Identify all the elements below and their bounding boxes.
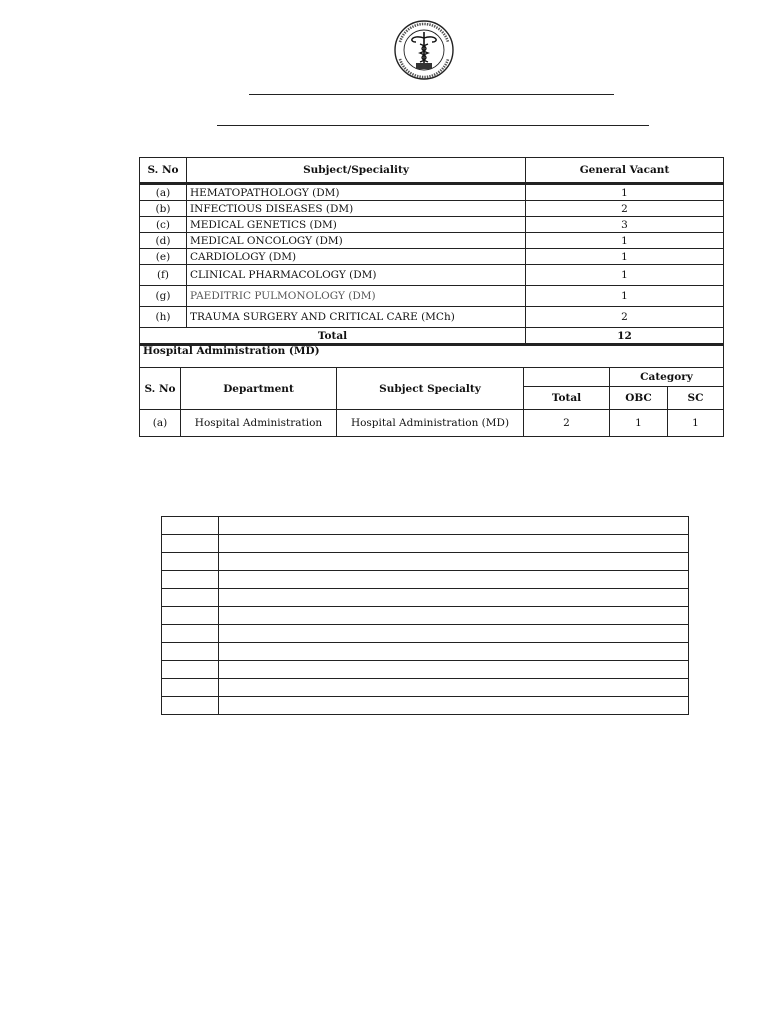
empty-row — [162, 643, 689, 661]
row-department: Hospital Administration — [181, 410, 337, 437]
empty-cell — [219, 607, 689, 625]
header-total: Total — [524, 387, 610, 410]
empty-row — [162, 589, 689, 607]
row-subject: TRAUMA SURGERY AND CRITICAL CARE (MCh) — [187, 307, 526, 328]
header-subject-specialty: Subject Specialty — [337, 368, 524, 410]
empty-cell — [219, 517, 689, 535]
table-row — [140, 286, 724, 307]
empty-table — [161, 516, 689, 715]
total-row — [140, 328, 724, 345]
title-line-2 — [217, 125, 649, 126]
section-title: Hospital Administration (MD) — [140, 345, 724, 368]
total-label: Total — [140, 328, 526, 345]
empty-cell — [162, 571, 219, 589]
empty-cell — [219, 679, 689, 697]
empty-cell — [162, 625, 219, 643]
row-sno: (c) — [140, 217, 187, 233]
row-vacant: 1 — [526, 249, 724, 265]
empty-cell — [219, 571, 689, 589]
row-total: 2 — [524, 410, 610, 437]
table-row — [140, 265, 724, 286]
empty-row — [162, 553, 689, 571]
row-sno: (f) — [140, 265, 187, 286]
header-sno: S. No — [140, 158, 187, 184]
row-subject: MEDICAL GENETICS (DM) — [187, 217, 526, 233]
table-header-row — [140, 158, 724, 184]
table-row — [140, 249, 724, 265]
empty-cell — [219, 625, 689, 643]
empty-row — [162, 571, 689, 589]
empty-cell — [162, 643, 219, 661]
table-row — [140, 217, 724, 233]
table-row — [140, 307, 724, 328]
row-sno: (e) — [140, 249, 187, 265]
header-sno: S. No — [140, 368, 181, 410]
row-subject: CARDIOLOGY (DM) — [187, 249, 526, 265]
empty-cell — [162, 553, 219, 571]
empty-cell — [162, 607, 219, 625]
total-value: 12 — [526, 328, 724, 345]
row-sno: (a) — [140, 184, 187, 201]
hospital-administration-table — [139, 344, 724, 437]
header-category: Category — [610, 368, 724, 387]
empty-cell — [219, 589, 689, 607]
empty-row — [162, 607, 689, 625]
row-specialty: Hospital Administration (MD) — [337, 410, 524, 437]
header-blank — [524, 368, 610, 387]
table-row — [140, 233, 724, 249]
header-obc: OBC — [610, 387, 668, 410]
row-vacant: 1 — [526, 184, 724, 201]
row-sno: (b) — [140, 201, 187, 217]
empty-cell — [162, 679, 219, 697]
empty-cell — [219, 643, 689, 661]
header-sc: SC — [668, 387, 724, 410]
row-subject: INFECTIOUS DISEASES (DM) — [187, 201, 526, 217]
row-subject: CLINICAL PHARMACOLOGY (DM) — [187, 265, 526, 286]
empty-cell — [162, 661, 219, 679]
row-sno: (a) — [140, 410, 181, 437]
table-header-row — [140, 368, 724, 387]
table-row — [140, 184, 724, 201]
empty-cell — [219, 553, 689, 571]
empty-row — [162, 697, 689, 715]
row-sc: 1 — [668, 410, 724, 437]
empty-row — [162, 535, 689, 553]
empty-cell — [162, 535, 219, 553]
aiims-emblem-icon — [386, 18, 462, 82]
empty-cell — [219, 661, 689, 679]
header-department: Department — [181, 368, 337, 410]
empty-row — [162, 625, 689, 643]
row-vacant: 2 — [526, 307, 724, 328]
header-general-vacant: General Vacant — [526, 158, 724, 184]
row-subject: MEDICAL ONCOLOGY (DM) — [187, 233, 526, 249]
section-title-row — [140, 345, 724, 368]
empty-cell — [162, 697, 219, 715]
empty-cell — [219, 535, 689, 553]
empty-cell — [219, 697, 689, 715]
row-sno: (d) — [140, 233, 187, 249]
row-sno: (g) — [140, 286, 187, 307]
row-subject: HEMATOPATHOLOGY (DM) — [187, 184, 526, 201]
row-subject: PAEDITRIC PULMONOLOGY (DM) — [187, 286, 526, 307]
header-subject: Subject/Speciality — [187, 158, 526, 184]
empty-cell — [162, 517, 219, 535]
row-sno: (h) — [140, 307, 187, 328]
row-vacant: 3 — [526, 217, 724, 233]
row-vacant: 2 — [526, 201, 724, 217]
row-vacant: 1 — [526, 265, 724, 286]
row-vacant: 1 — [526, 233, 724, 249]
empty-row — [162, 517, 689, 535]
table-row — [140, 201, 724, 217]
row-obc: 1 — [610, 410, 668, 437]
empty-cell — [162, 589, 219, 607]
empty-row — [162, 661, 689, 679]
vacancy-table — [139, 157, 724, 346]
row-vacant: 1 — [526, 286, 724, 307]
table-row — [140, 410, 724, 437]
title-line-1 — [249, 94, 614, 95]
empty-row — [162, 679, 689, 697]
